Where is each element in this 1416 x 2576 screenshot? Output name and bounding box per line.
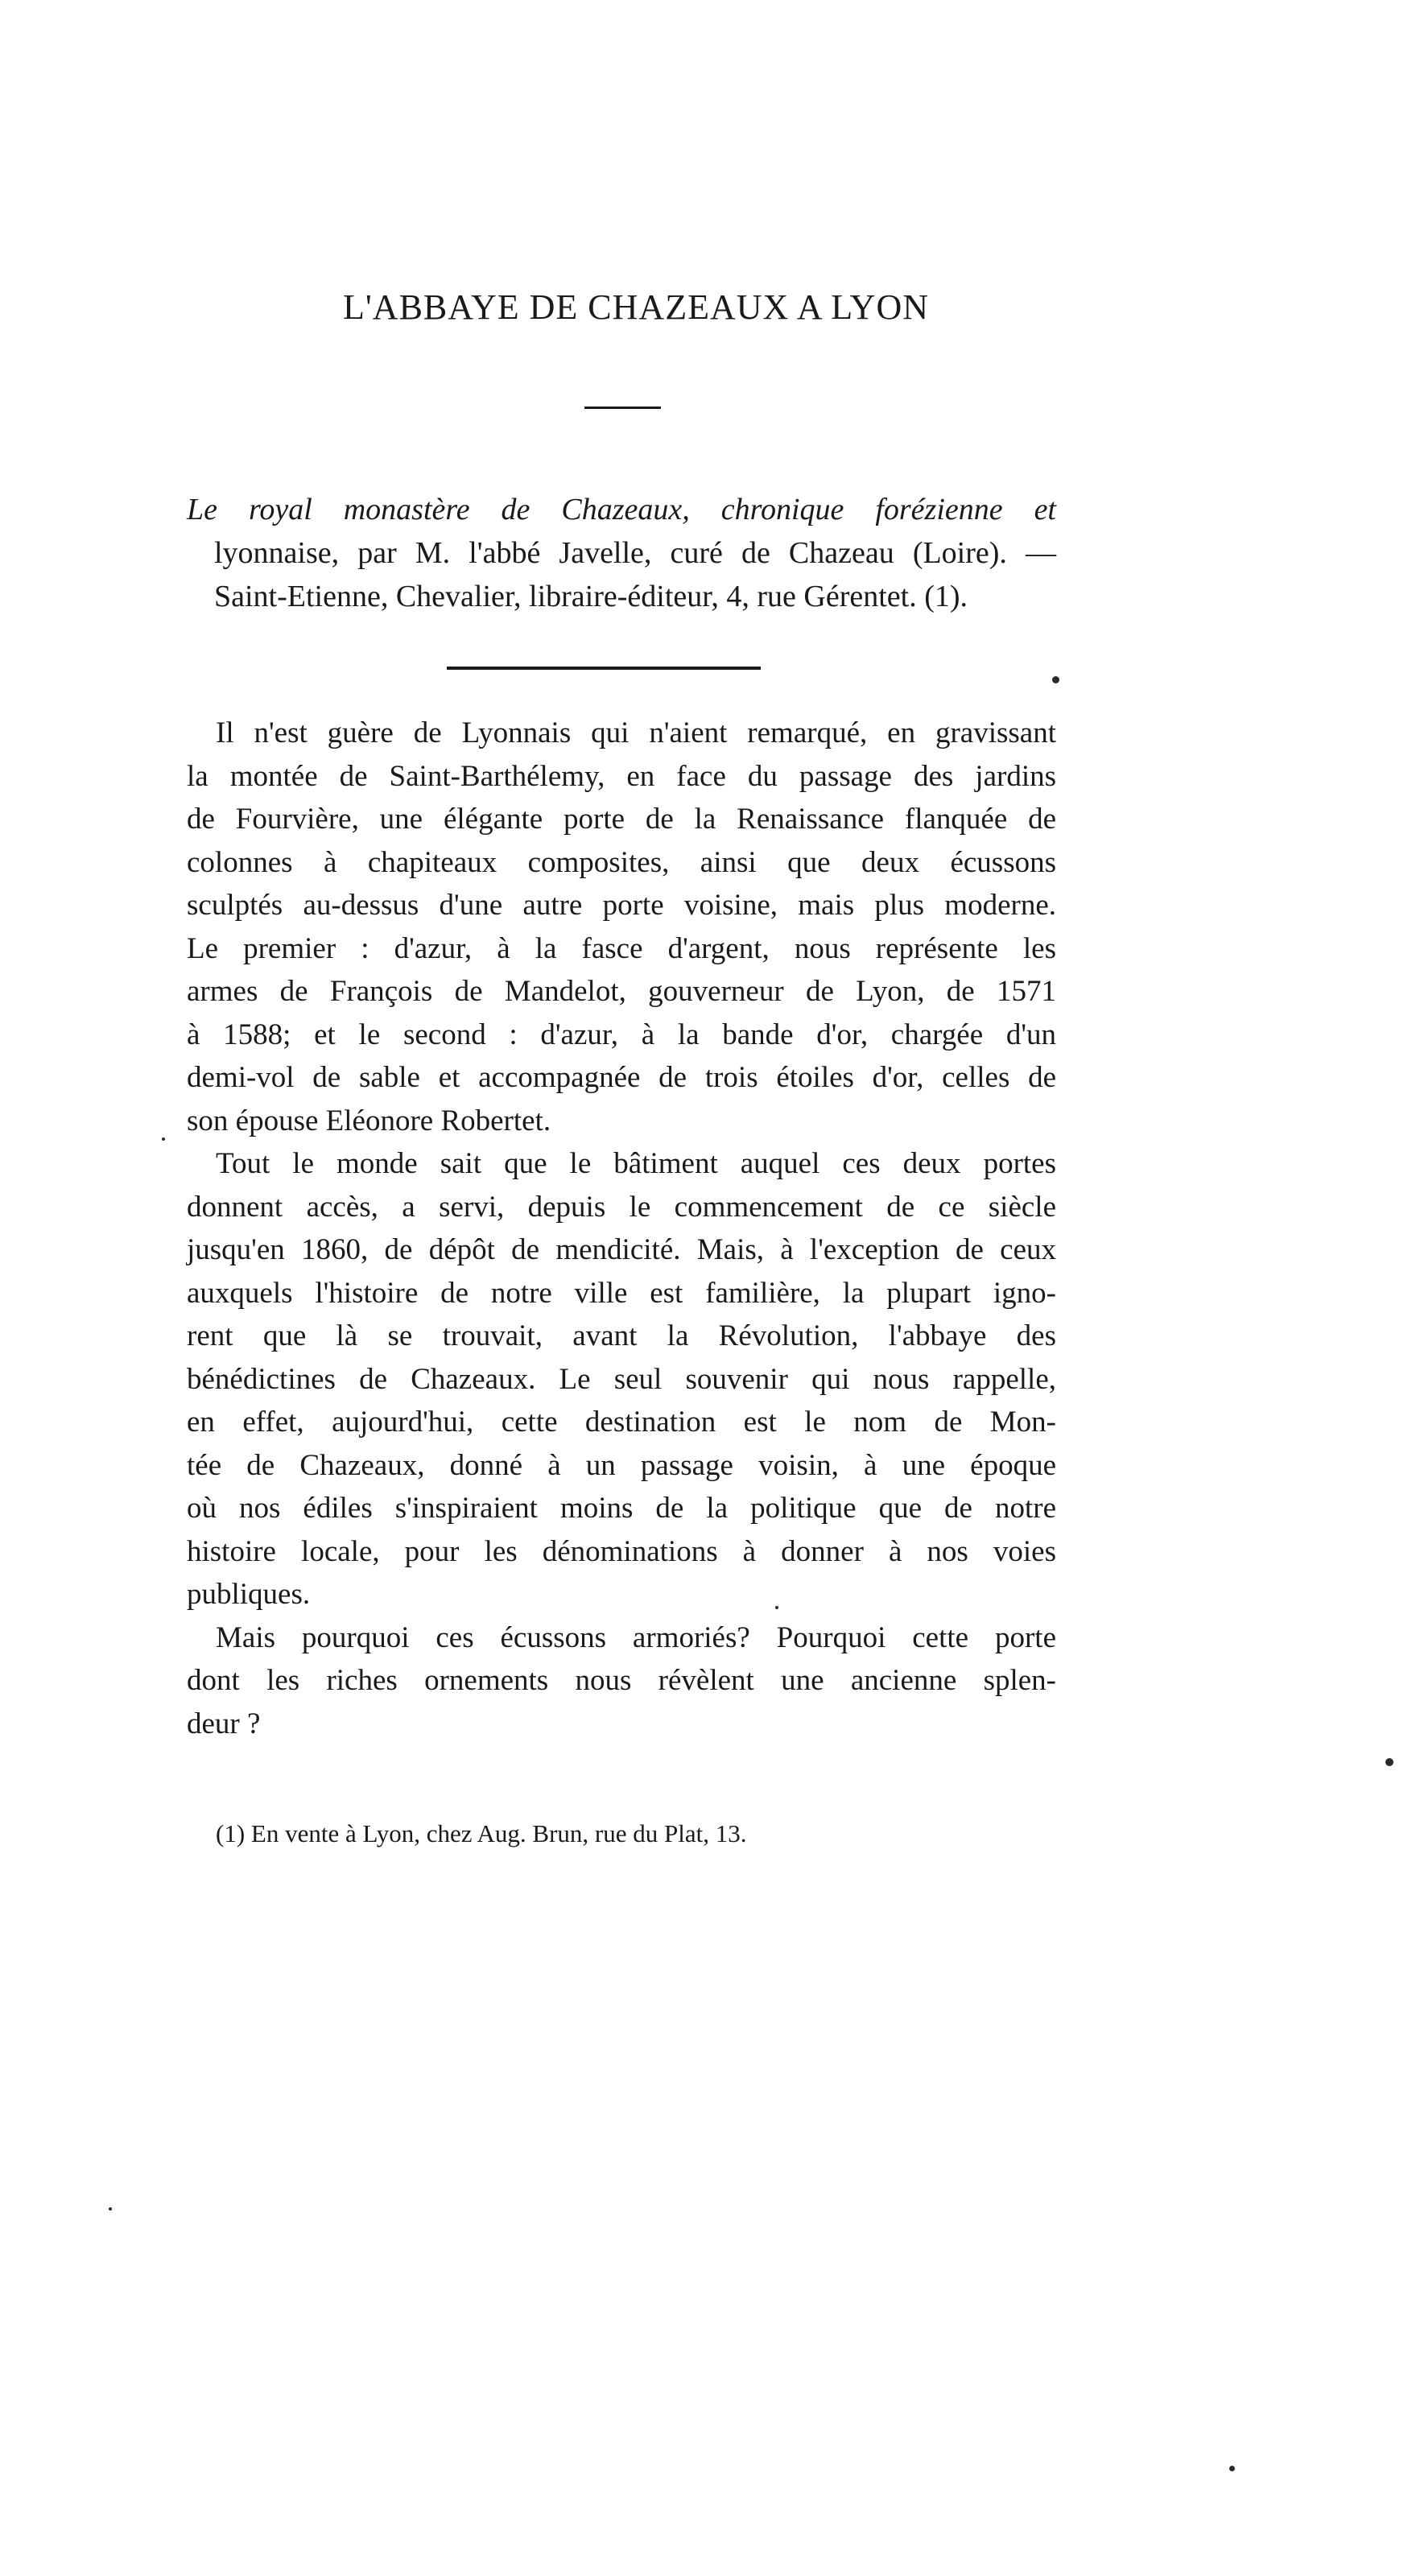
- text-line: Le premier : d'azur, à la fasce d'argent, nous représente les: [187, 931, 1056, 965]
- text-line: jusqu'en 1860, de dépôt de mendicité. Mais, à l'exception de ceux: [187, 1233, 1056, 1266]
- citation-line: Saint-Etienne, Chevalier, libraire-éditeur, 4, rue Gérentet. (1).: [214, 580, 968, 613]
- page-title: L'ABBAYE DE CHAZEAUX A LYON: [342, 287, 929, 327]
- text-line: de Fourvière, une élégante porte de la Renaissance flanquée de: [187, 803, 1056, 836]
- title-divider: [584, 407, 661, 409]
- print-speck: [1229, 2466, 1235, 2471]
- print-speck: [775, 1606, 778, 1609]
- text-line: Mais pourquoi ces écussons armoriés? Pourquoi cette porte: [216, 1620, 1056, 1654]
- citation-line: Le royal monastère de Chazeaux, chronique forézienne et: [187, 493, 1056, 526]
- text-line: Tout le monde sait que le bâtiment auquel ces deux portes: [216, 1147, 1056, 1180]
- review-citation: [187, 488, 1056, 618]
- print-speck: [1052, 676, 1059, 683]
- print-speck: [1385, 1758, 1393, 1766]
- text-line: publiques.: [187, 1578, 311, 1611]
- paragraph: [187, 1616, 1056, 1746]
- text-line: colonnes à chapiteaux composites, ainsi que deux écussons: [187, 845, 1056, 879]
- text-line: la montée de Saint-Barthélemy, en face du passage des jardins: [187, 759, 1056, 793]
- citation-line: lyonnaise, par M. l'abbé Javelle, curé de Chazeau (Loire). —: [214, 536, 1056, 570]
- text-line: deur ?: [187, 1707, 261, 1740]
- text-line: demi-vol de sable et accompagnée de trois étoiles d'or, celles de: [187, 1061, 1056, 1094]
- text-line: auxquels l'histoire de notre ville est familière, la plupart igno-: [187, 1276, 1056, 1310]
- text-line: son épouse Eléonore Robertet.: [187, 1104, 551, 1137]
- footnote: (1) En vente à Lyon, chez Aug. Brun, rue du Plat, 13.: [216, 1819, 747, 1847]
- text-line: histoire locale, pour les dénominations à donner à nos voies: [187, 1534, 1056, 1568]
- text-line: en effet, aujourd'hui, cette destination est le nom de Mon-: [187, 1406, 1056, 1439]
- text-line: à 1588; et le second : d'azur, à la bande d'or, chargée d'un: [187, 1018, 1056, 1051]
- text-line: rent que là se trouvait, avant la Révolution, l'abbaye des: [187, 1319, 1056, 1352]
- text-line: bénédictines de Chazeaux. Le seul souvenir qui nous rappelle,: [187, 1362, 1056, 1396]
- text-line: Il n'est guère de Lyonnais qui n'aient remarqué, en gravissant: [216, 716, 1056, 749]
- paragraph: [187, 1142, 1056, 1616]
- paragraph: [187, 712, 1056, 1142]
- text-line: tée de Chazeaux, donné à un passage voisin, à une époque: [187, 1448, 1056, 1482]
- print-speck: [162, 1137, 165, 1141]
- text-line: armes de François de Mandelot, gouverneur de Lyon, de 1571: [187, 975, 1056, 1008]
- text-line: sculptés au-dessus d'une autre porte voisine, mais plus moderne.: [187, 889, 1056, 922]
- text-line: donnent accès, a servi, depuis le commencement de ce siècle: [187, 1190, 1056, 1224]
- text-line: dont les riches ornements nous révèlent une ancienne splen-: [187, 1664, 1056, 1697]
- article-body: [187, 712, 1056, 1745]
- text-line: où nos édiles s'inspiraient moins de la politique que de notre: [187, 1492, 1056, 1525]
- print-speck: [109, 2207, 112, 2211]
- section-divider: [447, 667, 761, 670]
